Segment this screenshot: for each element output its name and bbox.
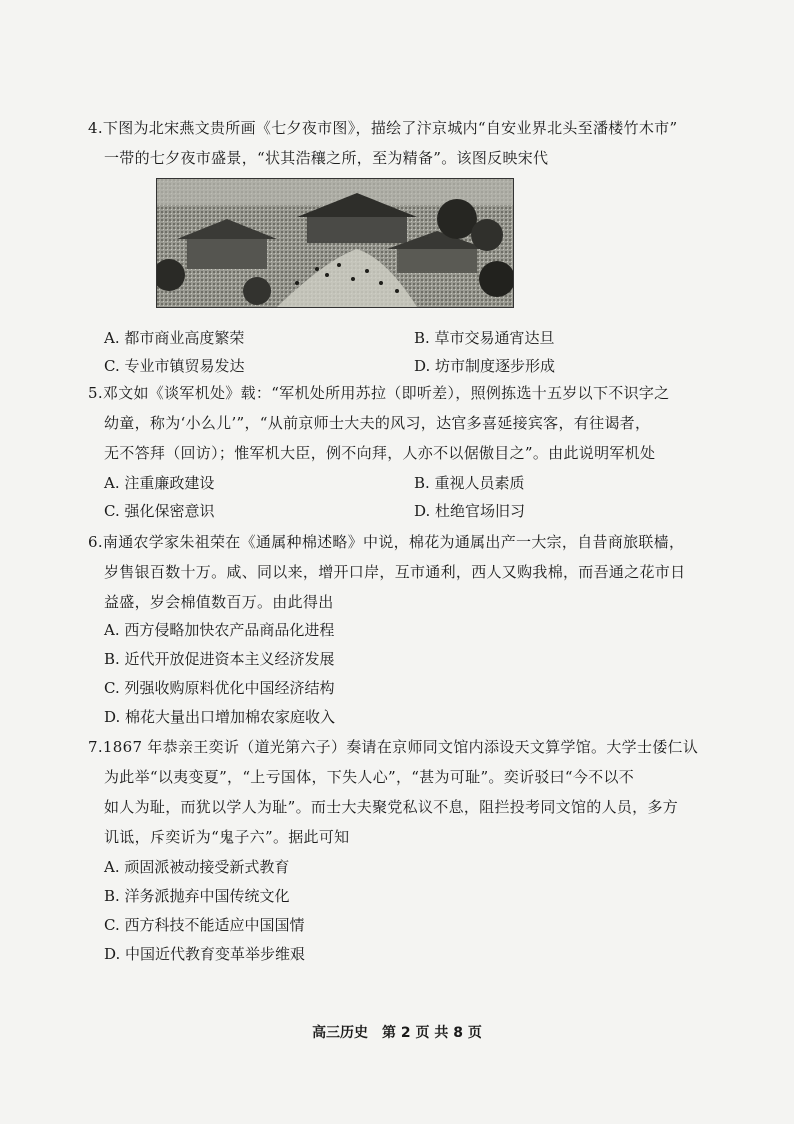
question-5-option-d: D. 杜绝官场旧习 bbox=[414, 502, 526, 520]
question-5-stem-line-1: 5.邓文如《谈军机处》载：“军机处所用苏拉（即听差），照例拣选十五岁以下不识字之 bbox=[88, 384, 670, 402]
question-7-option-c: C. 西方科技不能适应中国国情 bbox=[104, 916, 305, 934]
question-4-option-a: A. 都市商业高度繁荣 bbox=[104, 329, 245, 347]
question-7-stem-line-1: 7.1867 年恭亲王奕䜣（道光第六子）奏请在京师同文馆内添设天文算学馆。大学士倭仁认 bbox=[88, 738, 699, 756]
question-5-option-c: C. 强化保密意识 bbox=[104, 502, 215, 520]
question-6-stem-line-2: 岁售银百数十万。咸、同以来，增开口岸，互市通利，西人又购我棉，而吾通之花市日 bbox=[104, 563, 686, 581]
question-5-stem-line-3: 无不答拜（回访）；惟军机大臣，例不向拜，人亦不以倨傲目之”。由此说明军机处 bbox=[104, 444, 656, 462]
question-5-option-b: B. 重视人员素质 bbox=[414, 474, 525, 492]
question-5-option-a: A. 注重廉政建设 bbox=[104, 474, 215, 492]
question-7-stem-line-4: 讥诋，斥奕䜣为“鬼子六”。据此可知 bbox=[104, 828, 350, 846]
question-7-option-b: B. 洋务派抛弃中国传统文化 bbox=[104, 887, 290, 905]
qixi-night-market-painting bbox=[156, 178, 514, 308]
question-6-option-c: C. 列强收购原料优化中国经济结构 bbox=[104, 679, 335, 697]
question-7-stem-line-2: 为此举“以夷变夏”，“上亏国体，下失人心”，“甚为可耻”。奕䜣驳曰“今不以不 bbox=[104, 768, 635, 786]
question-4-option-c: C. 专业市镇贸易发达 bbox=[104, 357, 245, 375]
question-4-option-b: B. 草市交易通宵达旦 bbox=[414, 329, 555, 347]
question-4-option-d: D. 坊市制度逐步形成 bbox=[414, 357, 556, 375]
painting-illustration bbox=[157, 179, 513, 307]
page-footer: 高三历史 第 2 页 共 8 页 bbox=[312, 1025, 482, 1041]
question-7-option-a: A. 顽固派被动接受新式教育 bbox=[104, 858, 290, 876]
question-5-stem-line-2: 幼童，称为‘小么儿’”，“从前京师士大夫的风习，达官多喜延接宾客，有往谒者， bbox=[104, 414, 651, 432]
question-4-stem-line-1: 4.下图为北宋燕文贵所画《七夕夜市图》，描绘了汴京城内“自安业界北头至潘楼竹木市” bbox=[88, 119, 678, 137]
question-6-option-b: B. 近代开放促进资本主义经济发展 bbox=[104, 650, 335, 668]
question-7-option-d: D. 中国近代教育变革举步维艰 bbox=[104, 945, 306, 963]
question-7-stem-line-3: 如人为耻，而犹以学人为耻”。而士大夫聚党私议不息，阻拦投考同文馆的人员，多方 bbox=[104, 798, 679, 816]
question-6-stem-line-3: 益盛，岁会棉值数百万。由此得出 bbox=[104, 593, 334, 611]
question-6-option-d: D. 棉花大量出口增加棉农家庭收入 bbox=[104, 708, 336, 726]
question-6-option-a: A. 西方侵略加快农产品商品化进程 bbox=[104, 621, 335, 639]
question-6-stem-line-1: 6.南通农学家朱祖荣在《通属种棉述略》中说，棉花为通属出产一大宗，自昔商旅联樯， bbox=[88, 533, 685, 551]
question-4-stem-line-2: 一带的七夕夜市盛景，“状其浩穰之所，至为精备”。该图反映宋代 bbox=[104, 149, 549, 167]
